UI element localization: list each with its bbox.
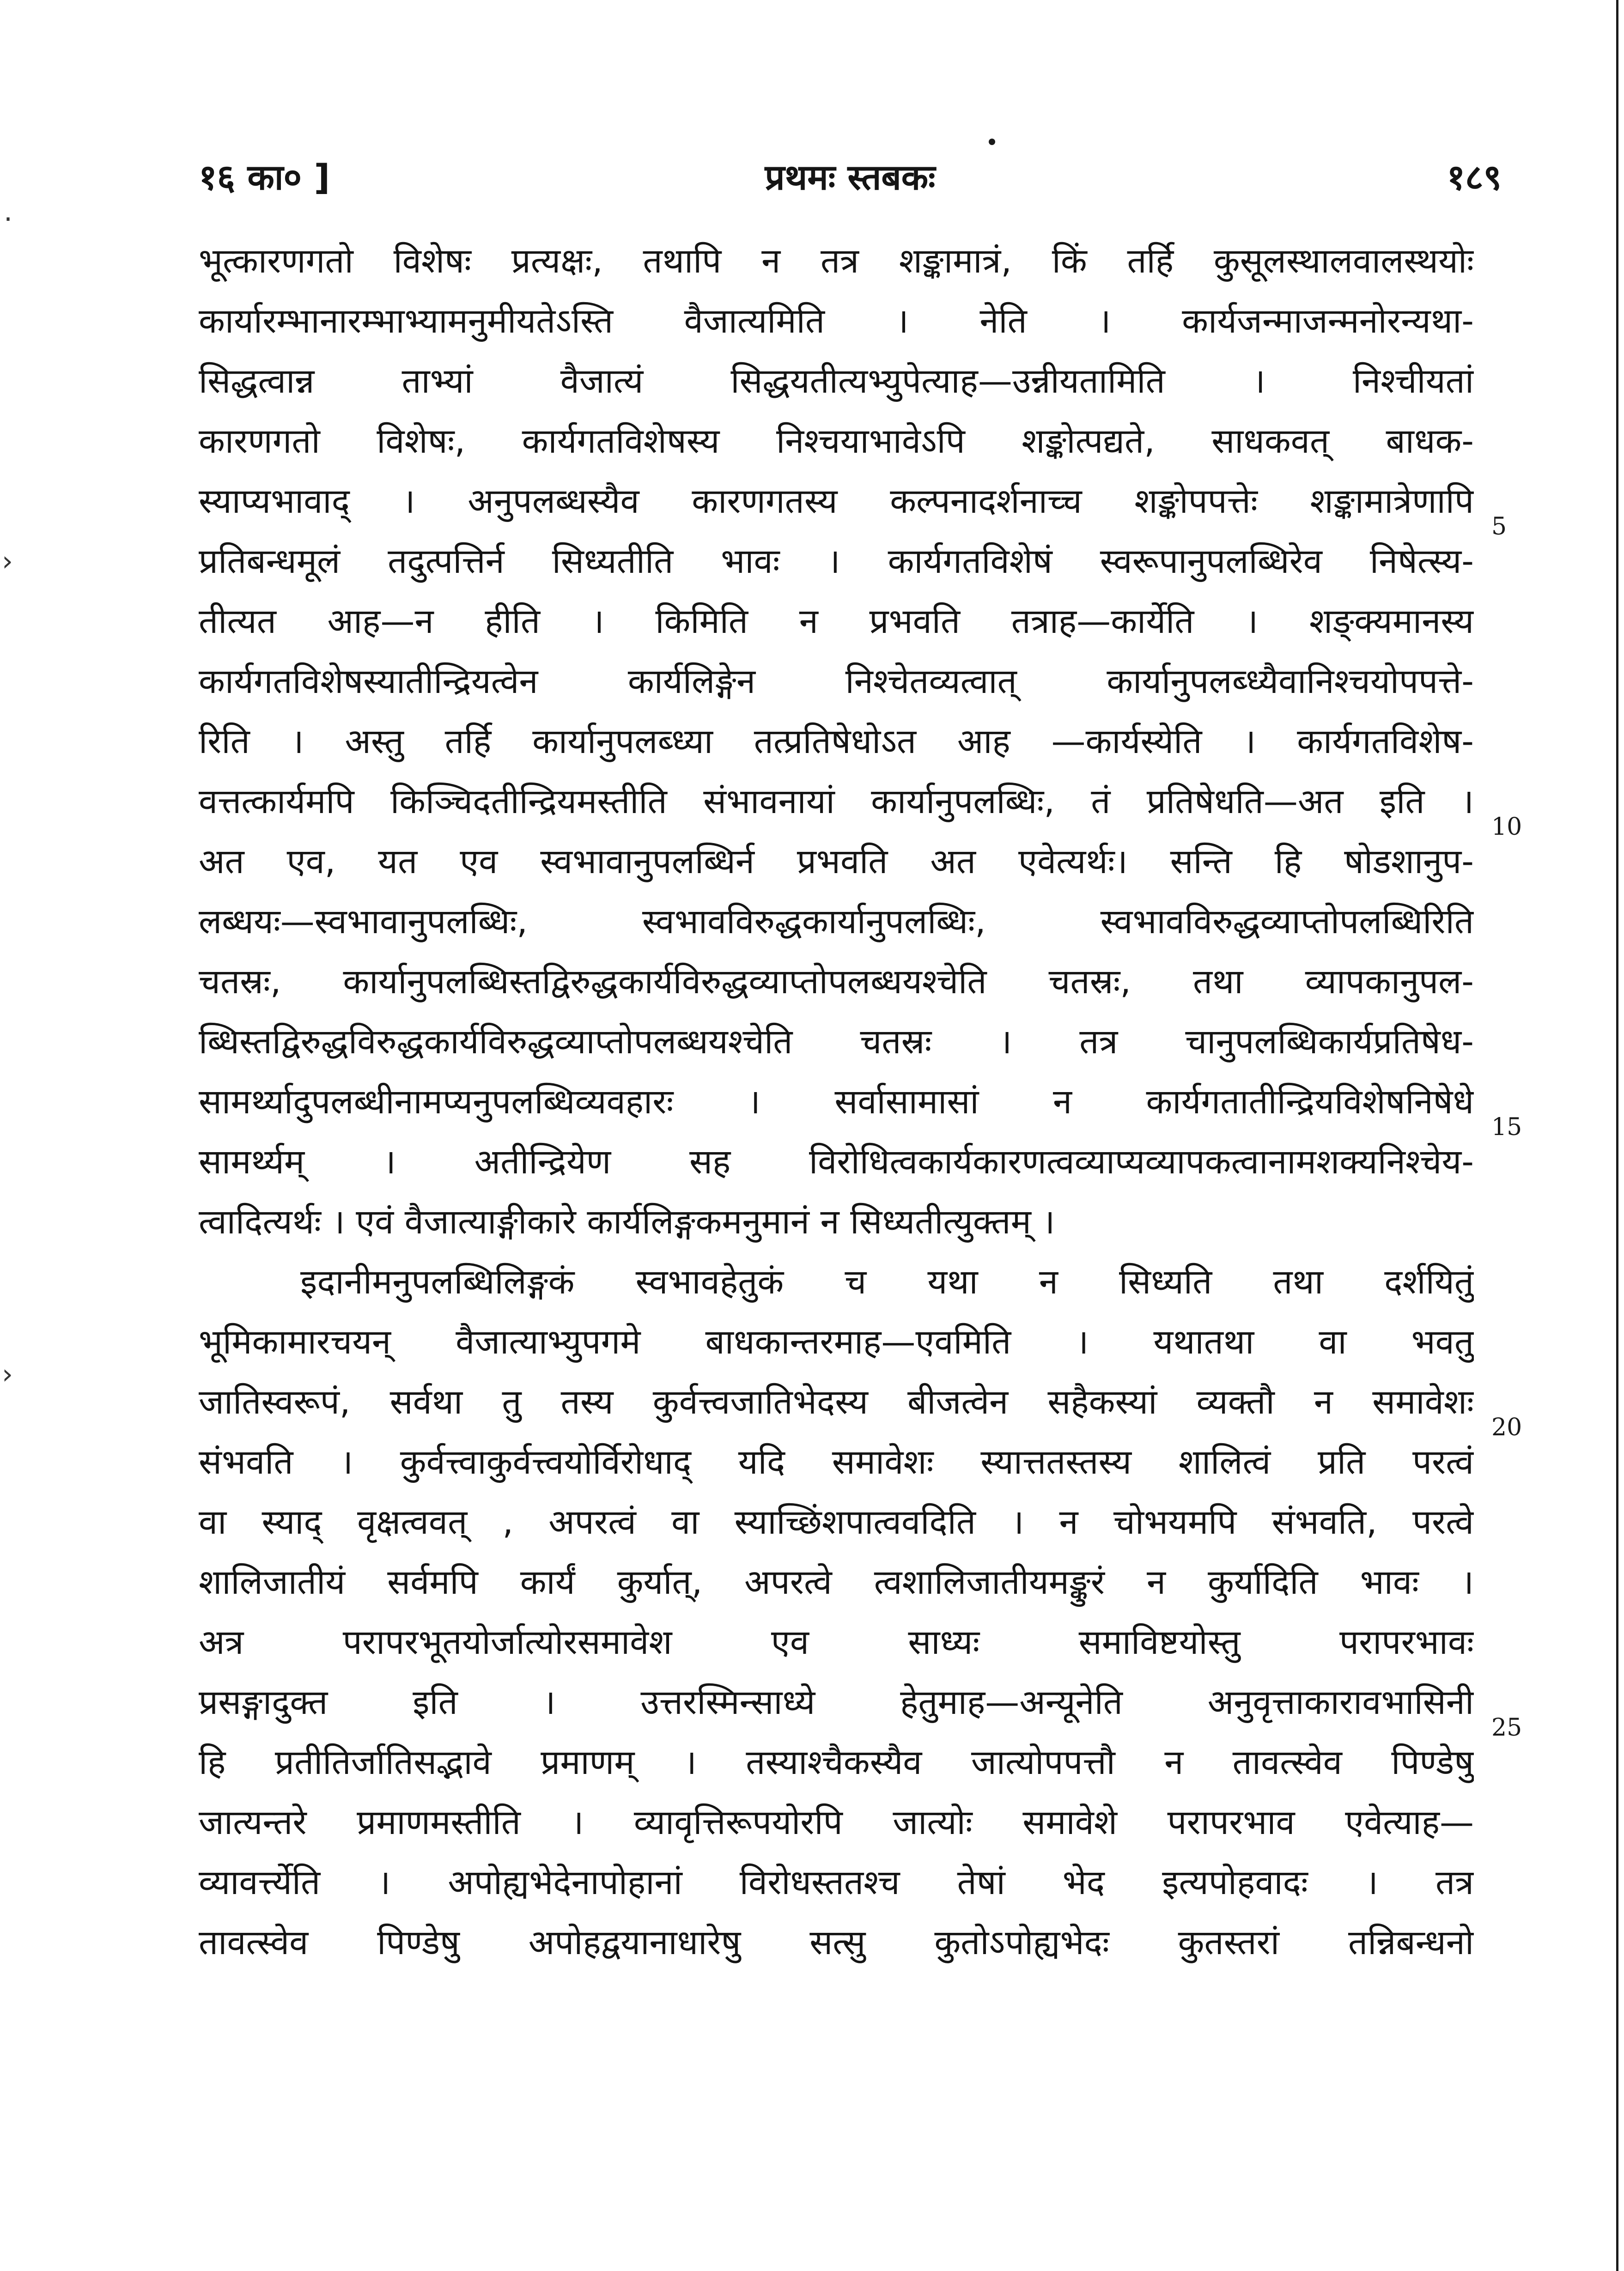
ink-dot xyxy=(989,139,995,145)
header-page-ref: १६ का० ] xyxy=(199,157,330,198)
line-number: 15 xyxy=(1491,1113,1522,1141)
text-line: प्रतिबन्धमूलं तदुत्पत्तिर्न सिध्यतीति भावः । कार्यगतविशेषं स्वरूपानुपलब्धिरेव निषेत्स्य- xyxy=(199,541,1474,581)
text-line: संभवति । कुर्वत्त्वाकुर्वत्त्वयोर्विरोधाद् यदि समावेशः स्यात्ततस्तस्य शालित्वं प्रति परत्वं xyxy=(199,1442,1474,1482)
text-line: लब्धयः—स्वभावानुपलब्धिः, स्वभावविरुद्धकार्यानुपलब्धिः, स्वभावविरुद्धव्याप्तोपलब्धिरिति xyxy=(199,902,1474,941)
margin-mark-1: · xyxy=(4,203,13,236)
running-header xyxy=(199,152,1502,213)
text-line: अत एव, यत एव स्वभावानुपलब्धिर्न प्रभवति अत एवेत्यर्थः। सन्ति हि षोडशानुप- xyxy=(199,842,1474,881)
text-line: जात्यन्तरे प्रमाणमस्तीति । व्यावृत्तिरूपयोरपि जात्योः समावेशे परापरभाव एवेत्याह— xyxy=(199,1803,1474,1842)
text-line: सामर्थ्यादुपलब्धीनामप्यनुपलब्धिव्यवहारः । सर्वासामासां न कार्यगतातीन्द्रियविशेषनिषेधे xyxy=(199,1082,1474,1122)
text-line: तावत्स्वेव पिण्डेषु अपोहद्वयानाधारेषु सत्सु कुतोऽपोह्यभेदः कुतस्तरां तन्निबन्धनो xyxy=(199,1923,1474,1962)
text-line: व्यावर्त्त्येति । अपोह्यभेदेनापोहानां विरोधस्ततश्च तेषां भेद इत्यपोहवादः । तत्र xyxy=(199,1863,1474,1902)
text-line: स्याप्यभावाद् । अनुपलब्धस्यैव कारणगतस्य कल्पनादर्शनाच्च शङ्कोपपत्तेः शङ्कामात्रेणापि xyxy=(199,481,1474,521)
text-line: रिति । अस्तु तर्हि कार्यानुपलब्ध्या तत्प्रतिषेधोऽत आह —कार्यस्येति । कार्यगतविशेष- xyxy=(199,722,1474,761)
page-edge-line xyxy=(1616,0,1618,2271)
text-line: तीत्यत आह—न हीति । किमिति न प्रभवति तत्राह—कार्येति । शङ्क्यमानस्य xyxy=(199,601,1474,641)
text-line: प्रसङ्गादुक्त इति । उत्तरस्मिन्साध्ये हेतुमाह—अन्यूनेति अनुवृत्ताकारावभासिनी xyxy=(199,1682,1474,1722)
line-number: 5 xyxy=(1491,513,1507,540)
text-line: ब्धिस्तद्विरुद्धविरुद्धकार्यविरुद्धव्याप्तोपलब्धयश्चेति चतस्रः । तत्र चानुपलब्धिकार्यप्रतिषेध- xyxy=(199,1022,1474,1062)
commentary-text xyxy=(199,231,1474,1973)
text-line: त्वादित्यर्थः । एवं वैजात्याङ्गीकारे कार्यलिङ्गकमनुमानं न सिध्यतीत्युक्तम् । xyxy=(199,1202,1055,1242)
line-number: 25 xyxy=(1491,1714,1522,1742)
text-line: हि प्रतीतिर्जातिसद्भावे प्रमाणम् । तस्याश्चैकस्यैव जात्योपपत्तौ न तावत्स्वेव पिण्डेषु xyxy=(199,1743,1474,1782)
header-page-number: १८९ xyxy=(1447,157,1502,198)
text-line: भूत्कारणगतो विशेषः प्रत्यक्षः, तथापि न तत्र शङ्कामात्रं, किं तर्हि कुसूलस्थालवालस्थयोः xyxy=(199,241,1474,281)
margin-mark-3: › xyxy=(2,1358,13,1391)
text-line: सिद्धत्वान्न ताभ्यां वैजात्यं सिद्धयतीत्यभ्युपेत्याह—उन्नीयतामिति । निश्चीयतां xyxy=(199,361,1474,401)
text-line: शालिजातीयं सर्वमपि कार्यं कुर्यात्, अपरत्वे त्वशालिजातीयमङ्कुरं न कुर्यादिति भावः । xyxy=(199,1562,1474,1602)
text-line: चतस्रः, कार्यानुपलब्धिस्तद्विरुद्धकार्यविरुद्धव्याप्तोपलब्धयश्चेति चतस्रः, तथा व्यापकानुपल- xyxy=(199,962,1474,1002)
text-line: जातिस्वरूपं, सर्वथा तु तस्य कुर्वत्त्वजातिभेदस्य बीजत्वेन सहैकस्यां व्यक्तौ न समावेशः xyxy=(199,1382,1474,1422)
line-number: 10 xyxy=(1491,813,1522,841)
line-number: 20 xyxy=(1491,1414,1522,1441)
header-chapter-title: प्रथमः स्तबकः xyxy=(765,157,936,198)
text-line: कार्यगतविशेषस्यातीन्द्रियत्वेन कार्यलिङ्गेन निश्चेतव्यत्वात् कार्यानुपलब्ध्यैवानिश्चयोपपत्ते- xyxy=(199,662,1474,701)
text-line: सामर्थ्यम् । अतीन्द्रियेण सह विरोधित्वकार्यकारणत्वव्याप्यव्यापकत्वानामशक्यनिश्चेय- xyxy=(199,1142,1474,1182)
text-line: वत्तत्कार्यमपि किञ्चिदतीन्द्रियमस्तीति संभावनायां कार्यानुपलब्धिः, तं प्रतिषेधति—अत इति । xyxy=(199,782,1474,821)
margin-mark-2: › xyxy=(2,545,13,577)
text-line: अत्र परापरभूतयोर्जात्योरसमावेश एव साध्यः समाविष्टयोस्तु परापरभावः xyxy=(199,1622,1474,1662)
text-line: भूमिकामारचयन् वैजात्याभ्युपगमे बाधकान्तरमाह—एवमिति । यथातथा वा भवतु xyxy=(199,1322,1474,1362)
text-line: कार्यारम्भानारम्भाभ्यामनुमीयतेऽस्ति वैजात्यमिति । नेति । कार्यजन्माजन्मनोरन्यथा- xyxy=(199,301,1474,341)
text-line: कारणगतो विशेषः, कार्यगतविशेषस्य निश्चयाभावेऽपि शङ्कोत्पद्यते, साधकवत् बाधक- xyxy=(199,421,1474,461)
text-line: इदानीमनुपलब्धिलिङ्गकं स्वभावहेतुकं च यथा न सिध्यति तथा दर्शयितुं xyxy=(300,1262,1474,1302)
text-line: वा स्याद् वृक्षत्ववत् , अपरत्वं वा स्याच्छिंशपात्ववदिति । न चोभयमपि संभवति, परत्वे xyxy=(199,1502,1474,1542)
